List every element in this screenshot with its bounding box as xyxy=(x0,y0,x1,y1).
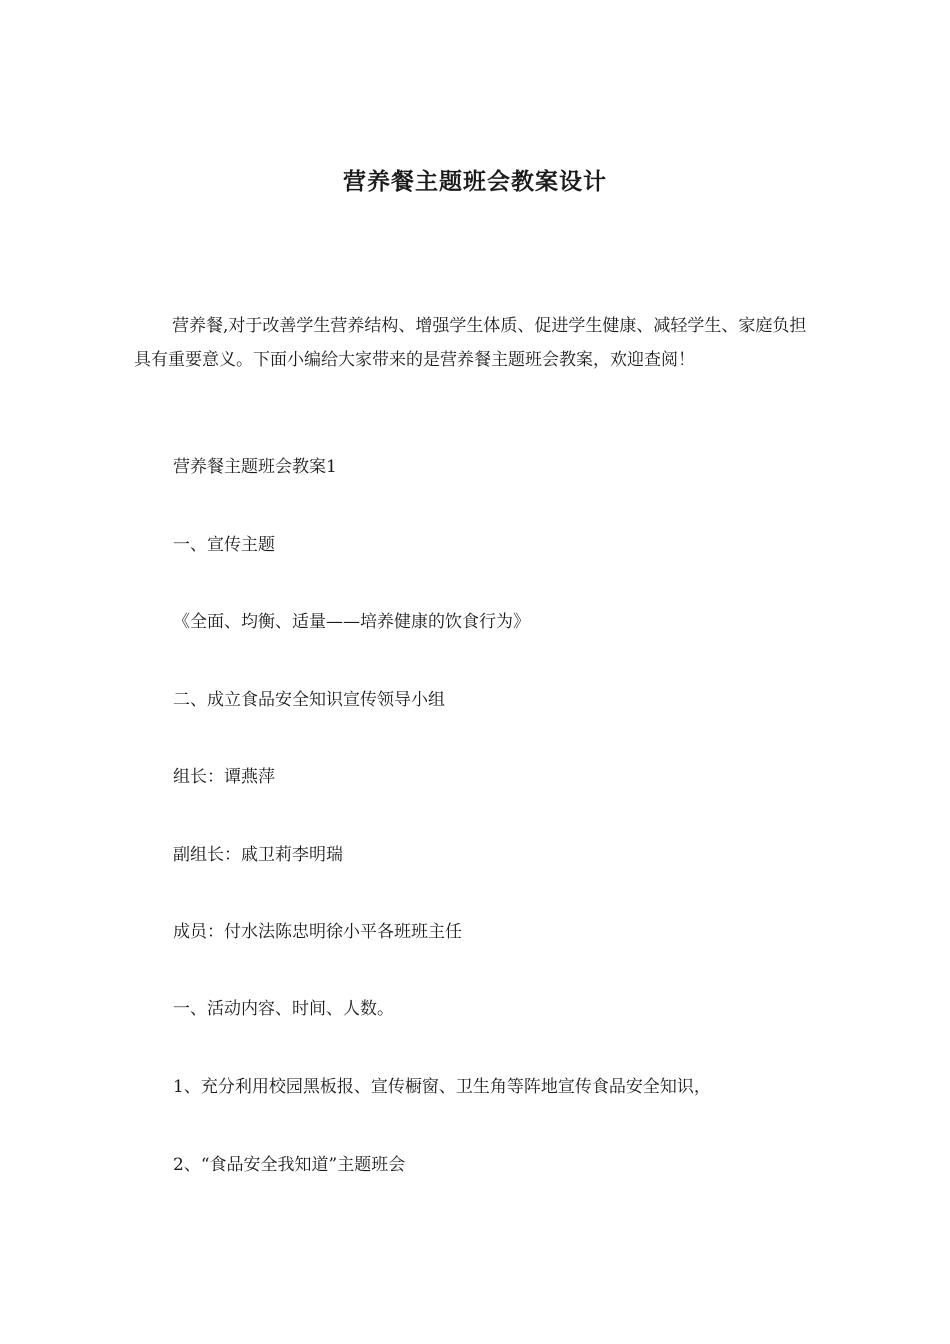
section-heading-lesson-1: 营养餐主题班会教案1 xyxy=(173,457,337,477)
activity-item-1: 1、充分利用校园黑板报、宣传橱窗、卫生角等阵地宣传食品安全知识， xyxy=(173,1077,711,1097)
document-title: 营养餐主题班会教案设计 xyxy=(343,168,607,196)
group-leader: 组长：谭燕萍 xyxy=(173,767,275,787)
section-heading-theme: 一、宣传主题 xyxy=(173,535,275,555)
section-heading-activities: 一、活动内容、时间、人数。 xyxy=(173,999,394,1019)
intro-paragraph xyxy=(134,312,874,374)
section-heading-group: 二、成立食品安全知识宣传领导小组 xyxy=(173,690,445,710)
group-members: 成员：付水法陈忠明徐小平各班班主任 xyxy=(173,922,462,942)
intro-line-1: 营养餐,对于改善学生营养结构、增强学生体质、促进学生健康、减轻学生、家庭负担 xyxy=(172,316,807,336)
activity-item-2: 2、“食品安全我知道”主题班会 xyxy=(173,1155,406,1175)
deputy-leader: 副组长：戚卫莉李明瑞 xyxy=(173,845,343,865)
intro-line-2: 具有重要意义。下面小编给大家带来的是营养餐主题班会教案，欢迎查阅！ xyxy=(134,350,695,370)
theme-text: 《全面、均衡、适量——培养健康的饮食行为》 xyxy=(173,612,530,632)
